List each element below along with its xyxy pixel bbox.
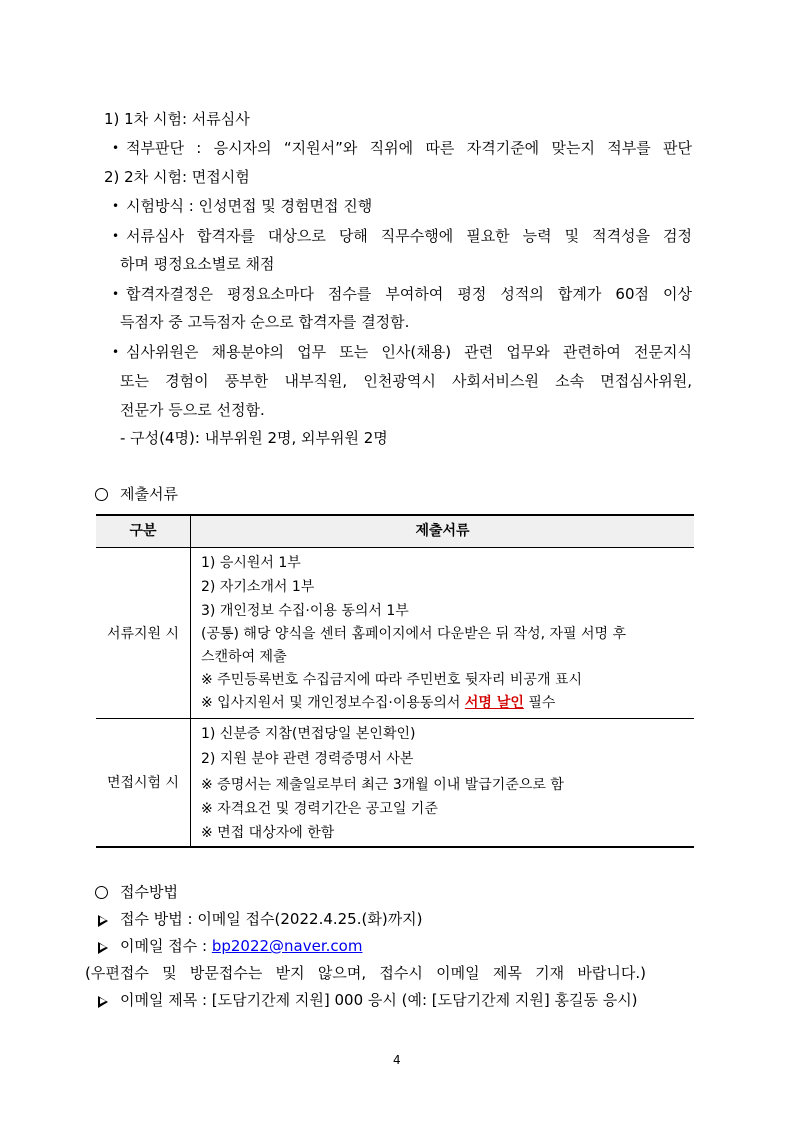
email-link[interactable]: bp2022@naver.com [211, 937, 363, 955]
list-item: ※ 증명서는 제출일로부터 최근 3개월 이내 발급기준으로 함 [201, 777, 564, 793]
section-circle-icon [95, 886, 108, 899]
exam-committee-line3: 전문가 등으로 선정함. [120, 401, 265, 419]
exam-committee-line2: 또는 경험이 풍부한 내부직원, 인천광역시 사회서비스원 소속 면접심사위원, [120, 372, 692, 390]
list-item: ※ 자격요건 및 경력기간은 공고일 기준 [201, 801, 438, 817]
list-item: 2) 지원 분야 관련 경력증명서 사본 [201, 751, 414, 767]
page-number: 4 [393, 1053, 401, 1067]
exam-committee-line1: 심사위원은 채용분야의 업무 또는 인사(채용) 관련 업무와 관련하여 전문지식 [126, 343, 692, 361]
receipt-email-subject: 이메일 제목 : [도담기간제 지원] 000 응시 (예: [도담기간제 지원] 홍길동 응시) [120, 991, 638, 1009]
list-item: 1) 신분증 지참(면접당일 본인확인) [201, 726, 416, 742]
bullet-icon: • [112, 229, 120, 243]
exam-first-stage: 1) 1차 시험: 서류심사 [104, 110, 250, 128]
list-item: 스캔하여 제출 [201, 649, 287, 665]
exam-target-line2: 하며 평정요소별로 채점 [120, 255, 275, 273]
list-item: (공통) 해당 양식을 센터 홈페이지에서 다운받은 뒤 작성, 자필 서명 후 [201, 626, 627, 642]
table-header-docs: 제출서류 [415, 523, 470, 539]
signature-requirement [201, 693, 555, 713]
signature-suffix: 필수 [528, 695, 556, 711]
docs-section-title: 제출서류 [120, 485, 178, 503]
list-item: 1) 응시원서 1부 [201, 555, 301, 571]
receipt-method: 접수 방법 : 이메일 접수(2022.4.25.(화)까지) [120, 910, 423, 928]
bullet-icon: • [112, 141, 120, 155]
signature-prefix: ※ 입사지원서 및 개인정보수집·이용동의서 [201, 695, 461, 711]
receipt-note: (우편접수 및 방문접수는 받지 않으며, 접수시 이메일 제목 기재 바랍니다.) [85, 964, 646, 982]
receipt-section-title: 접수방법 [120, 883, 178, 901]
exam-decision-line1: 합격자결정은 평정요소마다 점수를 부여하여 평정 성적의 합계가 60점 이상 [126, 285, 692, 303]
bullet-icon: • [112, 345, 120, 359]
list-item: 3) 개인정보 수집·이용 동의서 1부 [201, 603, 409, 619]
table-header-category: 구분 [129, 523, 157, 539]
list-item: 2) 자기소개서 1부 [201, 579, 315, 595]
exam-first-item: 적부판단 : 응시자의 “지원서”와 직위에 따른 자격기준에 맞는지 적부를 판단 [126, 139, 692, 157]
exam-second-stage: 2) 2차 시험: 면접시험 [104, 168, 250, 186]
section-circle-icon [95, 488, 108, 501]
receipt-email-line [120, 936, 362, 956]
email-label: 이메일 접수 : [120, 937, 208, 955]
triangle-bullet-icon [98, 915, 108, 927]
bullet-icon: • [112, 199, 120, 213]
list-item: ※ 주민등록번호 수집금지에 따라 주민번호 뒷자리 비공개 표시 [201, 672, 582, 688]
triangle-bullet-icon [98, 942, 108, 954]
bullet-icon: • [112, 287, 120, 301]
table-row-category: 서류지원 시 [106, 626, 180, 642]
exam-decision-line2: 득점자 중 고득점자 순으로 합격자를 결정함. [120, 313, 410, 331]
exam-method: 시험방식 : 인성면접 및 경험면접 진행 [126, 197, 373, 215]
exam-target-line1: 서류심사 합격자를 대상으로 당해 직무수행에 필요한 능력 및 적격성을 검정 [126, 227, 692, 245]
table-row-category: 면접시험 시 [106, 775, 180, 791]
list-item: ※ 면접 대상자에 한함 [201, 825, 335, 841]
exam-composition: - 구성(4명): 내부위원 2명, 외부위원 2명 [120, 429, 388, 447]
triangle-bullet-icon [98, 996, 108, 1008]
signature-emphasis: 서명 날인 [464, 695, 524, 711]
